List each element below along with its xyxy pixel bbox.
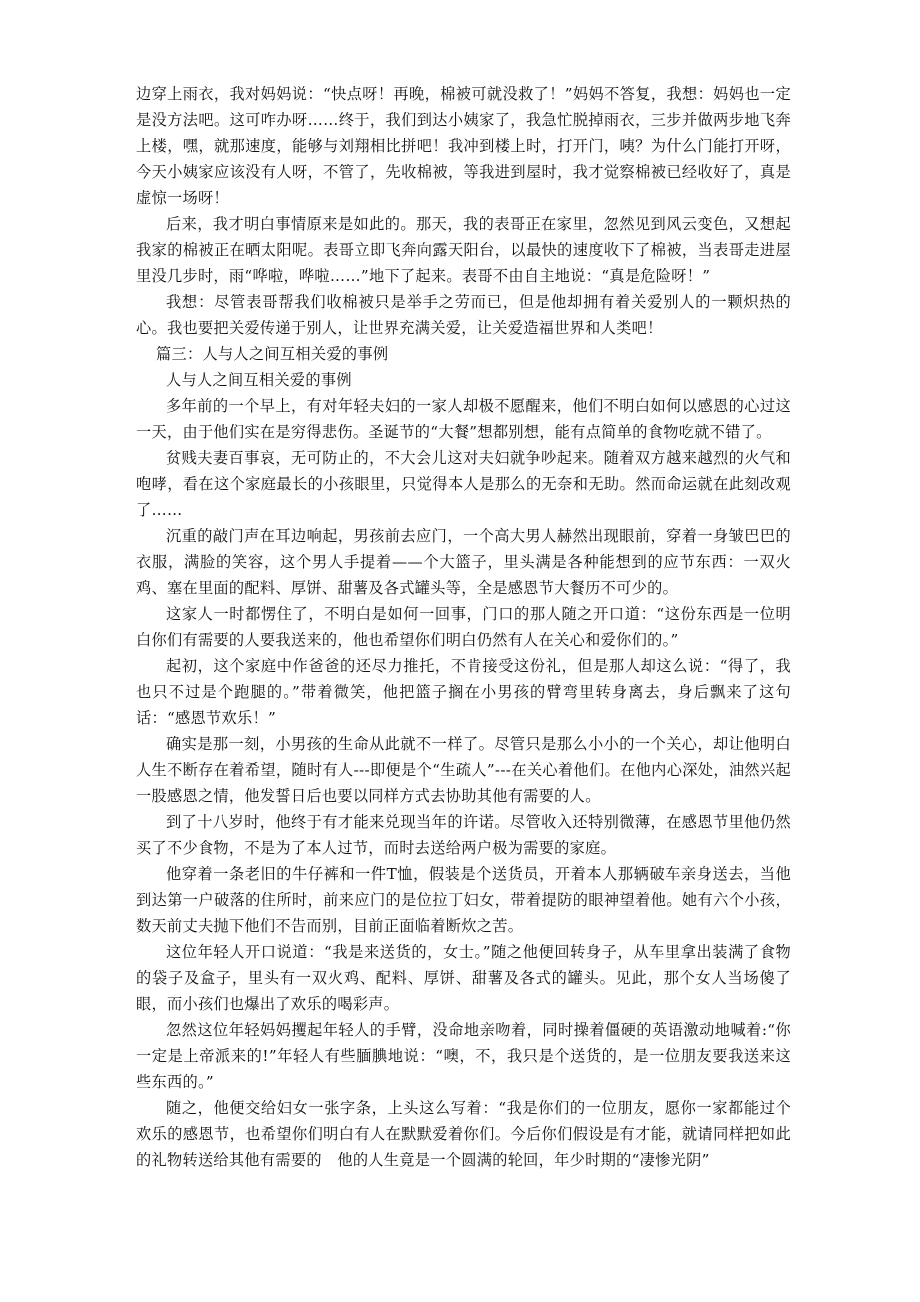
paragraph-story-5: 起初，这个家庭中作爸爸的还尽力推托，不肯接受这份礼，但是那人却这么说：“得了，我也只不过是个跑腿的。”带着微笑，他把篮子搁在小男孩的臂弯里转身离去，身后飘来了这句话：“感恩节欢乐！”: [136, 657, 791, 727]
paragraph-story-4: 这家人一时都愣住了，不明白是如何一回事，门口的那人随之开口道：“这份东西是一位明白你们有需要的人要我送来的，他也希望你们明白仍然有人在关心和爱你们的。”: [136, 605, 791, 649]
paragraph-story-9: 这位年轻人开口说道：“我是来送货的，女士。”随之他便回转身子，从车里拿出装满了食物的袋子及盒子，里头有一双火鸡、配料、厚饼、甜薯及各式的罐头。见此，那个女人当场傻了眼，而小孩们也爆出了欢乐的喝彩声。: [136, 943, 791, 1013]
paragraph-story-7: 到了十八岁时，他终于有才能来兑现当年的许诺。尽管收入还特别微薄，在感恩节里他仍然买了不少食物，不是为了本人过节，而时去送给两户极为需要的家庭。: [136, 813, 791, 857]
paragraph-reflection: 我想：尽管表哥帮我们收棉被只是举手之劳而已，但是他却拥有着关爱别人的一颗炽热的心。我也要把关爱传递于别人，让世界充满关爱，让关爱造福世界和人类吧！: [136, 293, 791, 337]
paragraph-cousin-story: 后来，我才明白事情原来是如此的。那天，我的表哥正在家里，忽然见到风云变色，又想起我家的棉被正在晒太阳呢。表哥立即飞奔向露天阳台，以最快的速度收下了棉被，当表哥走进屋里没几步时，雨“哗啦，哗啦……”地下了起来。表哥不由自主地说：“真是危险呀！”: [136, 215, 791, 285]
paragraph-story-8: 他穿着一条老旧的牛仔裤和一件T恤，假装是个送货员，开着本人那辆破车亲身送去，当他到达第一户破落的住所时，前来应门的是位拉丁妇女，带着提防的眼神望着他。她有六个小孩，数天前丈夫抛下他们不告而别，目前正面临着断炊之苦。: [136, 865, 791, 935]
section-subheading: 人与人之间互相关爱的事例: [166, 371, 352, 389]
paragraph-story-10: 忽然这位年轻妈妈攫起年轻人的手臂，没命地亲吻着，同时操着僵硬的英语激动地喊着:“你一定是上帝派来的!”年轻人有些腼腆地说：“噢，不，我只是个送货的，是一位朋友要我送来这些东西的。”: [136, 1021, 791, 1091]
paragraph-story-6: 确实是那一刻，小男孩的生命从此就不一样了。尽管只是那么小小的一个关心，却让他明白人生不断存在着希望，随时有人---即便是个“生疏人”---在关心着他们。在他内心深处，油然兴起一股感恩之情，他发誓日后也要以同样方式去协助其他有需要的人。: [136, 735, 791, 805]
paragraph-story-3: 沉重的敲门声在耳边响起，男孩前去应门，一个高大男人赫然出现眼前，穿着一身皱巴巴的衣服，满脸的笑容，这个男人手提着——个大篮子，里头满是各种能想到的应节东西：一双火鸡、塞在里面的配料、厚饼、甜薯及各式罐头等，全是感恩节大餐历不可少的。: [136, 527, 791, 597]
paragraph-story-1: 多年前的一个早上，有对年轻夫妇的一家人却极不愿醒来，他们不明白如何以感恩的心过这一天，由于他们实在是穷得悲伤。圣诞节的“大餐”想都别想，能有点简单的食物吃就不错了。: [136, 397, 791, 441]
document-body: [136, 81, 791, 1173]
paragraph-continuation: 边穿上雨衣，我对妈妈说：“快点呀！再晚，棉被可就没救了！”妈妈不答复，我想：妈妈也一定是没方法吧。这可咋办呀……终于，我们到达小姨家了，我急忙脱掉雨衣，三步并做两步地飞奔上楼，嘿，就那速度，能够与刘翔相比拼吧！我冲到楼上时，打开门，咦？为什么门能打开呀，今天小姨家应该没有人呀，不管了，先收棉被，等我进到屋时，我才觉察棉被已经收好了，真是虚惊一场呀！: [136, 85, 791, 207]
section-heading: 篇三：人与人之间互相关爱的事例: [156, 345, 389, 363]
paragraph-story-11: 随之，他便交给妇女一张字条，上头这么写着：“我是你们的一位朋友，愿你一家都能过个欢乐的感恩节，也希望你们明白有人在默默爱着你们。今后你们假设是有才能，就请同样把如此的礼物转送给其他有需要的 他的人生竟是一个圆满的轮回，年少时期的“凄惨光阴”: [136, 1099, 791, 1169]
paragraph-story-2: 贫贱夫妻百事哀，无可防止的，不大会儿这对夫妇就争吵起来。随着双方越来越烈的火气和咆哮，看在这个家庭最长的小孩眼里，只觉得本人是那么的无奈和无助。然而命运就在此刻改观了……: [136, 449, 791, 519]
